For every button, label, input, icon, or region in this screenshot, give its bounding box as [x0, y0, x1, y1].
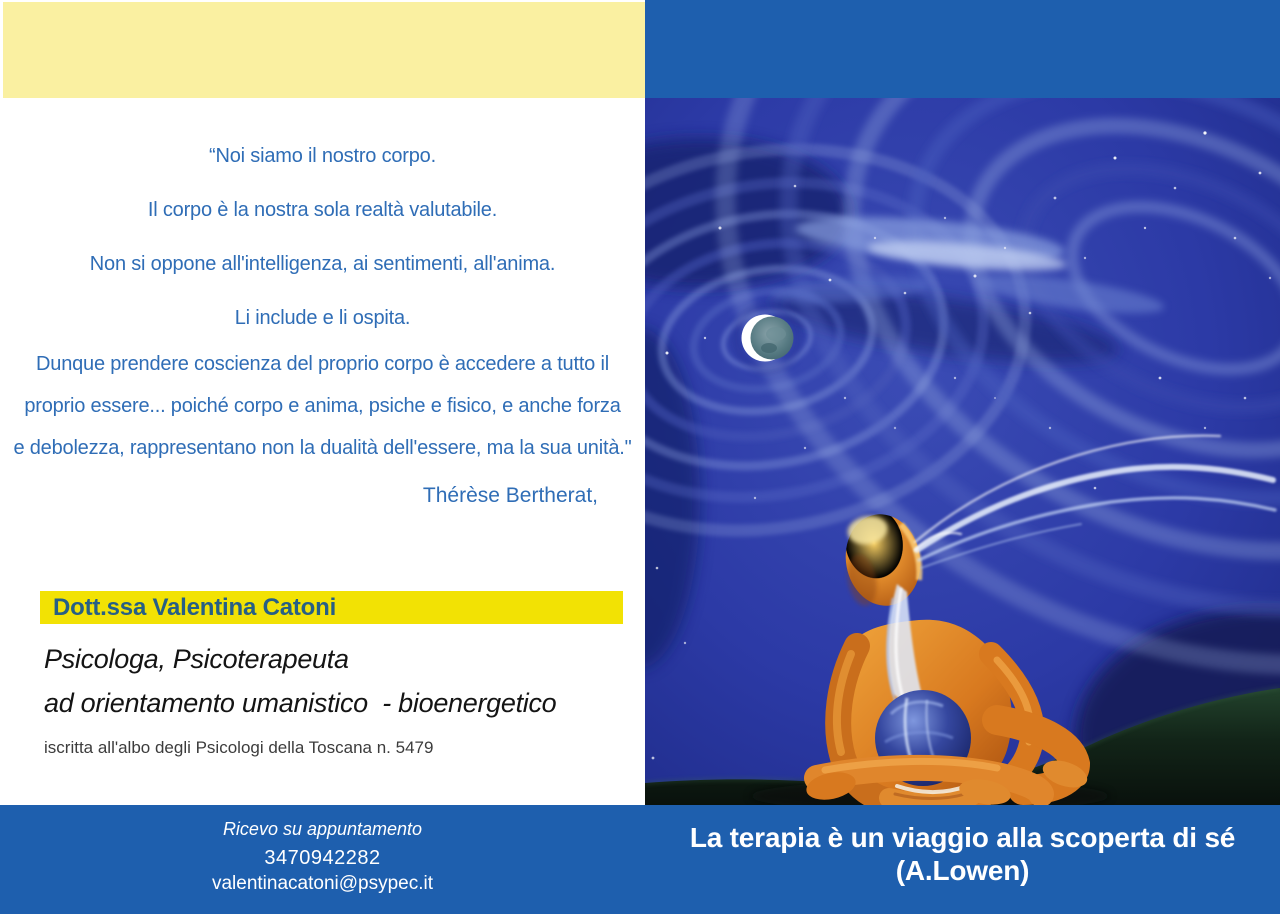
meditation-illustration [645, 98, 1280, 805]
cover-caption [645, 805, 1280, 914]
quote-line-2: Il corpo è la nostra sola realtà valutabile. [147, 199, 498, 221]
quote-line-5: Dunque prendere coscienza del proprio corpo è accedere a tutto il [36, 353, 609, 375]
meditation-illustration-svg [645, 98, 1280, 805]
crescent-moon [736, 307, 798, 369]
doctor-name: Dott.ssa Valentina Catoni [53, 593, 337, 621]
profession-line-1: Psicologa, Psicoterapeuta [44, 644, 349, 674]
top-accent-band-left [3, 2, 645, 98]
appointment-note: Ricevo su appuntamento [222, 819, 423, 839]
top-accent-band-right [645, 0, 1280, 98]
caption-line-1: La terapia è un viaggio alla scoperta di sé [689, 822, 1236, 853]
quote-attribution: Thérèse Bertherat, [422, 484, 598, 507]
contact-info [0, 805, 645, 914]
quote-line-3: Non si oppone all'intelligenza, ai sentimenti, all'anima. [89, 253, 556, 275]
name-highlight-bar [40, 591, 623, 624]
phone-number: 3470942282 [264, 847, 381, 869]
caption-line-2: (A.Lowen) [895, 855, 1030, 886]
footer-band [0, 805, 1280, 914]
quote-line-7: e debolezza, rappresentano non la dualità dell'essere, ma la sua unità." [13, 437, 632, 459]
profession-line-2: ad orientamento umanistico - bioenergetico [44, 688, 557, 718]
registration-note: iscritta all'albo degli Psicologi della Toscana n. 5479 [44, 738, 434, 757]
quote-block [0, 144, 645, 508]
quote-line-6: proprio essere... poiché corpo e anima, psiche e fisico, e anche forza [24, 395, 621, 417]
quote-line-4: Li include e li ospita. [234, 307, 411, 329]
email-address: valentinacatoni@psypec.it [211, 873, 434, 894]
right-page [645, 0, 1280, 914]
quote-line-1: “Noi siamo il nostro corpo. [209, 145, 436, 167]
